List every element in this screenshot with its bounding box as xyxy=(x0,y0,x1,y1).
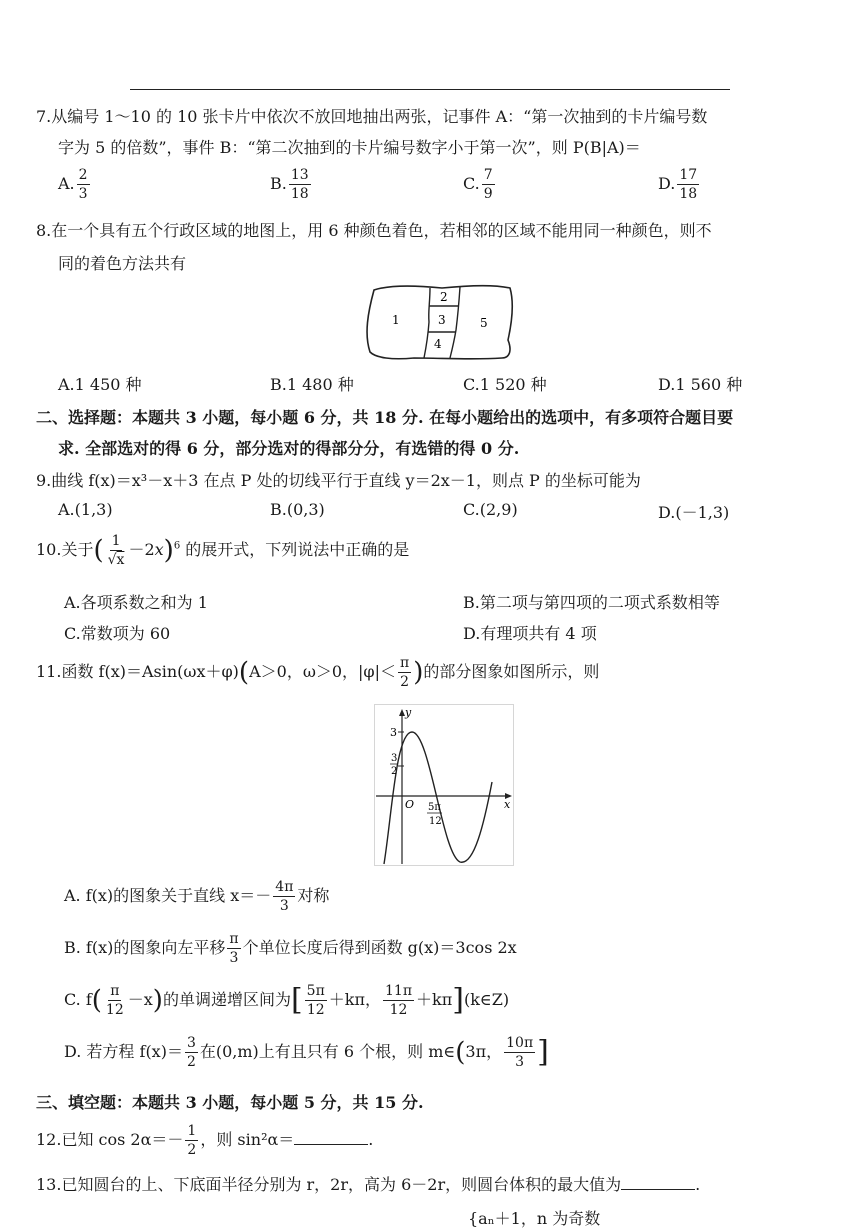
q7-line1: 7.从编号 1～10 的 10 张卡片中依次不放回地抽出两张，记事件 A：“第一次抽到的卡片编号数 xyxy=(36,107,708,126)
origin-label: O xyxy=(405,798,415,811)
y-tick-label-3-2-den: 2 xyxy=(391,766,398,777)
region-label-5: 5 xyxy=(480,316,488,330)
q9-option-c: C.(2,9) xyxy=(463,500,518,519)
section3-heading: 三、填空题：本题共 3 小题，每小题 5 分，共 15 分. xyxy=(36,1093,424,1112)
region-label-2: 2 xyxy=(440,290,448,304)
header-rule xyxy=(130,89,730,90)
region-label-3: 3 xyxy=(438,313,446,327)
q7-option-c: C. $\frac{7}{9}$ xyxy=(463,167,493,202)
q10-option-d: D.有理项共有 4 项 xyxy=(463,624,597,643)
q10-option-b: B.第二项与第四项的二项式系数相等 xyxy=(463,593,720,612)
q11-option-a: A. f(x)的图象关于直线 x＝－ $\frac{4\pi}{3}$ 对称 xyxy=(64,879,330,914)
q8-line1: 8.在一个具有五个行政区域的地图上，用 6 种颜色着色，若相邻的区域不能用同一种颜色，则不 xyxy=(36,221,712,240)
section2-heading-line2: 求. 全部选对的得 6 分，部分选对的得部分分，有选错的得 0 分. xyxy=(58,439,520,458)
x-tick-label-5pi-12-den: 12 xyxy=(429,816,442,827)
map-border-1 xyxy=(424,288,430,358)
sine-graph-figure xyxy=(374,704,514,866)
region-label-4: 4 xyxy=(434,337,442,351)
q13-stem: 13.已知圆台的上、下底面半径分别为 r，2r，高为 6－2r，则圆台体积的最大值为 . xyxy=(36,1175,701,1194)
q9-stem: 9.曲线 f(x)＝x³－x＋3 在点 P 处的切线平行于直线 y＝2x－1，则点 P 的坐标可能为 xyxy=(36,471,641,490)
q8-option-d: D.1 560 种 xyxy=(658,375,743,394)
q9-option-b: B.(0,3) xyxy=(270,500,325,519)
q7-option-a: A. $\frac{2}{3}$ xyxy=(58,167,88,202)
q7-option-b: B. $\frac{13}{18}$ xyxy=(270,167,309,202)
q8-line2: 同的着色方法共有 xyxy=(58,254,187,273)
q8-option-a: A.1 450 种 xyxy=(58,375,142,394)
region-label-1: 1 xyxy=(392,313,400,327)
q11-option-b: B. f(x)的图象向左平移 $\frac{\pi}{3}$ 个单位长度后得到函数 g(x)＝3cos 2x xyxy=(64,931,517,966)
y-tick-label-3: 3 xyxy=(390,726,397,739)
q12-answer-blank[interactable] xyxy=(294,1130,368,1145)
q11-option-d: D. 若方程 f(x)＝ $\frac{3}{2}$ 在(0,m)上有且只有 6 个根，则 m∈(3π， $\frac{10\pi}{3}$ ] xyxy=(64,1034,549,1070)
x-axis-label: x xyxy=(504,798,511,811)
q11-stem: 11.函数 f(x)＝Asin(ωx＋φ)(A＞0，ω＞0，|φ|＜ $\frac{\pi}{2}$ )的部分图象如图所示，则 xyxy=(36,655,600,690)
q14-partial-line: {aₙ＋1，n 为奇数 xyxy=(468,1209,601,1228)
q8-option-c: C.1 520 种 xyxy=(463,375,547,394)
q10-option-a: A.各项系数之和为 1 xyxy=(64,593,208,612)
region-map-figure xyxy=(362,282,518,362)
q12-stem: 12.已知 cos 2α＝－ $\frac{1}{2}$ ，则 sin²α＝ . xyxy=(36,1123,374,1158)
q11-option-c: C. f( $\frac{\pi}{12}$ －x)的单调递增区间为[ $\frac{5\pi}{12}$ ＋kπ， $\frac{11\pi}{12}$ ＋kπ](k∈Z) xyxy=(64,982,510,1018)
q7-option-d: D. $\frac{17}{18}$ xyxy=(658,167,698,202)
y-tick-label-3-2-num: 3 xyxy=(391,753,398,764)
section2-heading-line1: 二、选择题：本题共 3 小题，每小题 6 分，共 18 分. 在每小题给出的选项中，有多项符合题目要 xyxy=(36,408,734,427)
map-border-2 xyxy=(450,287,460,358)
y-axis-label: y xyxy=(405,706,412,719)
q7-line2: 字为 5 的倍数”，事件 B：“第二次抽到的卡片编号数字小于第一次”，则 P(B|A)＝ xyxy=(58,138,641,157)
q8-option-b: B.1 480 种 xyxy=(270,375,354,394)
q9-option-a: A.(1,3) xyxy=(58,500,113,519)
sine-curve xyxy=(384,732,492,864)
q10-option-c: C.常数项为 60 xyxy=(64,624,171,643)
q13-answer-blank[interactable] xyxy=(621,1175,695,1190)
x-tick-label-5pi-12-num: 5π xyxy=(428,802,441,813)
q9-option-d: D.(－1,3) xyxy=(658,503,730,522)
q10-stem: 10.关于( $\frac{1}{√x}$ －2x)$^6$ 的展开式，下列说法中正确的是 xyxy=(36,533,410,568)
